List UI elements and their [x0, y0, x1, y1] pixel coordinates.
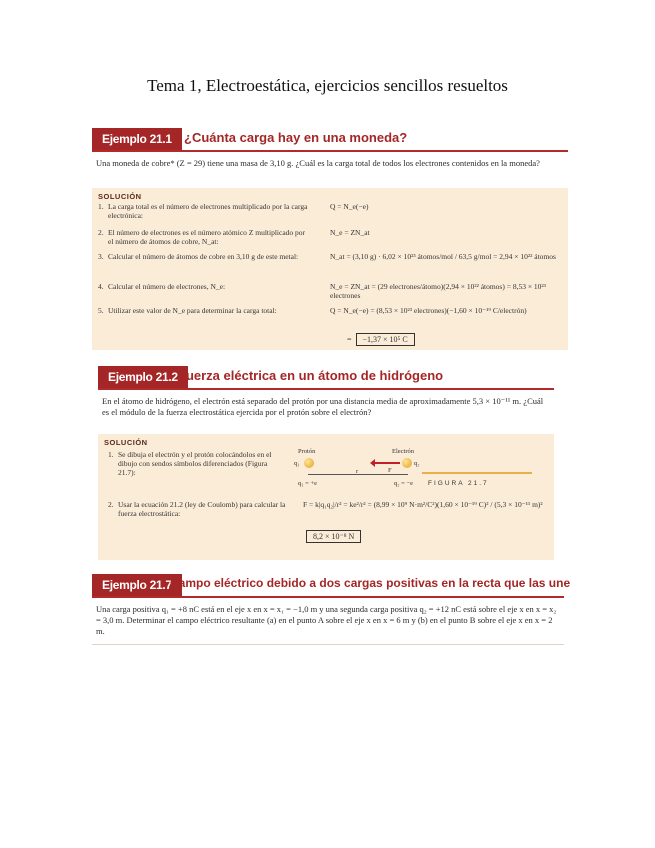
result-box: = −1,37 × 10⁵ C — [347, 333, 415, 346]
proton-label: Protón — [298, 448, 316, 455]
electron-label: Electrón — [392, 448, 415, 455]
step-4: 4. Calcular el número de electrones, N_e: N_e = ZN_at = (29 electrones/átomo)(2,94 × 10²² átomos) = 8,53 × 10²³ electrones — [98, 282, 546, 300]
q1-axis-label: q₁ = +e — [298, 480, 317, 487]
example-21-7 — [92, 574, 571, 645]
example-statement: Una carga positiva q₁ = +8 nC está en el eje x en x = x₁ = −1,0 m y una segunda carga positiva q₂ = +12 nC está sobre el eje x en x = x₂ = 3,0 m. Determinar el campo eléctrico resultante (a) en el punto A sobre el eje x en x = 6 m y (b) en el punto B sobre el eje x en x = 2 m. — [92, 598, 564, 645]
example-header — [92, 574, 571, 598]
example-21-1 — [92, 128, 568, 350]
step-1: 1. Se dibuja el electrón y el protón colocándolos en el dibujo con sendos símbolos diferenciados (Figura 21.7): — [108, 450, 272, 477]
step-2: 2. El número de electrones es el número atómico Z multiplicado por el número de átomos de cobre, N_at: N_e = ZN_at — [98, 228, 370, 246]
example-title: ¿Cuánta carga hay en una moneda? — [184, 130, 408, 145]
distance-label: r — [356, 468, 359, 475]
figure-21-7 — [294, 448, 544, 490]
example-badge: Ejemplo 21.7 — [92, 574, 182, 596]
step-1: 1. La carga total es el número de electrones multiplicado por la carga electrónica: Q = N_e(−e) — [98, 202, 369, 220]
figure-caption: FIGURA 21.7 — [428, 480, 489, 487]
example-header — [92, 128, 568, 152]
example-statement: En el átomo de hidrógeno, el electrón está separado del protón por una distancia media de aproximadamente 5,3 × 10⁻¹¹ m. ¿Cuál es el módulo de la fuerza electrostática ejercida por el protón sobre el electrón? — [102, 396, 544, 417]
solution-label: SOLUCIÓN — [98, 192, 142, 201]
example-21-2 — [98, 366, 554, 560]
proton-charge-icon — [304, 458, 314, 468]
example-title: Campo eléctrico debido a dos cargas positivas en la recta que las une — [170, 576, 571, 590]
figure-divider — [422, 472, 532, 474]
example-statement: Una moneda de cobre* (Z = 29) tiene una masa de 3,10 g. ¿Cuál es la carga total de todos los electrones contenidos en la moneda? — [96, 158, 540, 168]
proton-charge-label: q₁ — [294, 460, 300, 467]
example-badge: Ejemplo 21.1 — [92, 128, 182, 150]
step-2: 2. Usar la ecuación 21.2 (ley de Coulomb) para calcular la fuerza electrostática: F = k|q₁q₂|/r² = ke²/r² = (8,99 × 10⁹ N·m²/C²)(1,60 × 10⁻¹⁹ C)² / (5,3 × 10⁻¹¹ m)² — [108, 500, 543, 518]
example-badge: Ejemplo 21.2 — [98, 366, 188, 388]
step-3: 3. Calcular el número de átomos de cobre en 3,10 g de este metal: N_at = (3,10 g) · 6,02 × 10²³ átomos/mol / 63,5 g/mol = 2,94 × 10²² átomos — [98, 252, 556, 261]
force-label: F — [388, 467, 392, 474]
solution-box — [92, 188, 568, 350]
page-title: Tema 1, Electroestática, ejercicios sencillos resueltos — [147, 76, 508, 95]
electron-charge-label: q₂ — [414, 460, 420, 467]
result-box: 8,2 × 10⁻⁸ N — [306, 530, 361, 543]
q2-axis-label: q₂ = −e — [394, 480, 413, 487]
example-title: Fuerza eléctrica en un átomo de hidrógeno — [178, 368, 444, 383]
step-5: 5. Utilizar este valor de N_e para determinar la carga total: Q = N_e(−e) = (8,53 × 10²³ electrones)(−1,60 × 10⁻¹⁹ C/electrón) — [98, 306, 527, 315]
solution-box — [98, 434, 554, 560]
example-header — [98, 366, 554, 390]
force-arrow-icon — [374, 462, 400, 464]
solution-label: SOLUCIÓN — [104, 438, 148, 447]
electron-charge-icon — [402, 458, 412, 468]
